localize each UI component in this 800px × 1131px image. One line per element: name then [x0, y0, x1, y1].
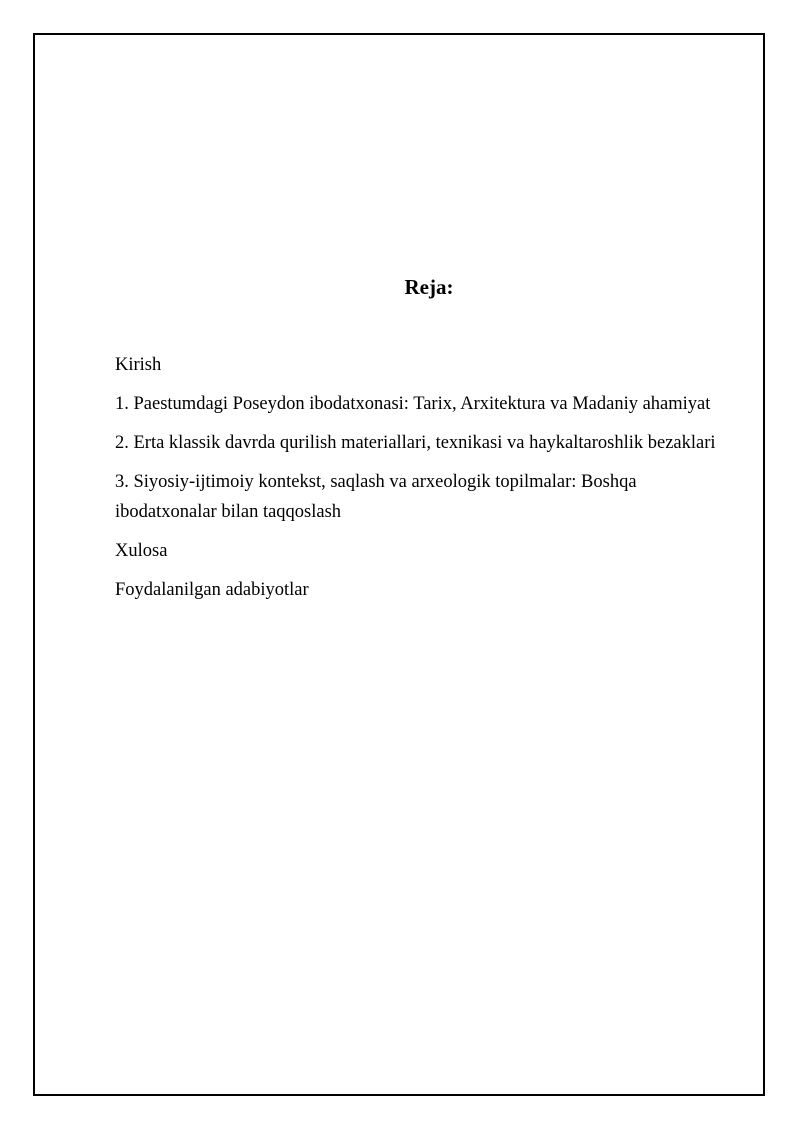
toc-item-1: 1. Paestumdagi Poseydon ibodatxonasi: Tarix, Arxitektura va Madaniy ahamiyat [115, 394, 711, 414]
toc-item-conclusion: Xulosa [115, 541, 168, 561]
toc-item-intro: Kirish [115, 355, 162, 375]
page-title: Reja: [404, 275, 454, 299]
table-of-contents [115, 350, 735, 614]
toc-item-3: 3. Siyosiy-ijtimoiy kontekst, saqlash va arxeologik topilmalar: Boshqa ibodatxonalar bilan taqqoslash [115, 472, 637, 522]
toc-item-references: Foydalanilgan adabiyotlar [115, 580, 309, 600]
toc-item-2: 2. Erta klassik davrda qurilish materiallari, texnikasi va haykaltaroshlik bezaklari [115, 433, 716, 453]
